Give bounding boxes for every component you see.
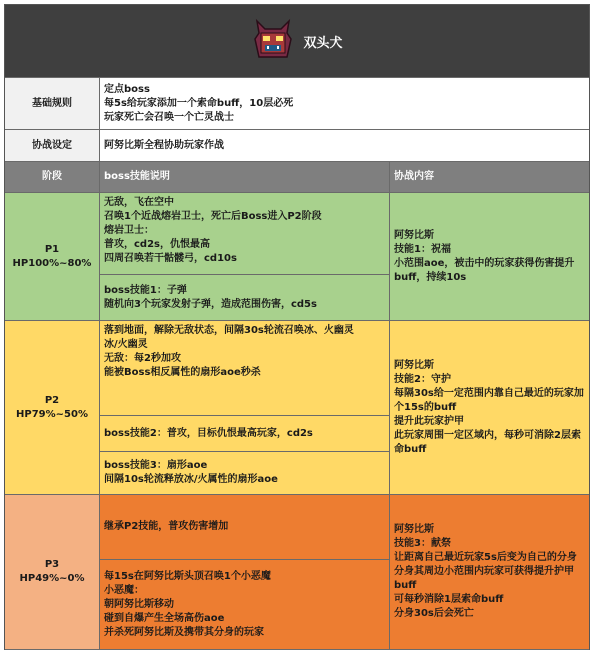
table-header [5, 162, 589, 193]
phase-label: P3 HP49%~0% [5, 495, 100, 650]
phase-skills [100, 193, 390, 321]
col-assist: 协战内容 [390, 162, 589, 193]
boss-design-sheet [4, 4, 590, 650]
phase-row-p2 [5, 321, 589, 495]
sheet-header [5, 5, 589, 78]
phase-label: P1 HP100%~80% [5, 193, 100, 321]
rules-row [5, 78, 589, 130]
rules-label: 基础规则 [5, 78, 100, 130]
demon-dog-mask-icon [251, 17, 295, 65]
phase-assist: 阿努比斯 技能3：献祭 让距离自己最近玩家5s后变为自己的分身 分身其周边小范围内玩家可获得提升护甲buff 可每秒消除1层索命buff 分身30s后会死亡 [390, 495, 589, 650]
col-boss-skill: boss技能说明 [100, 162, 390, 193]
phase-row-p1 [5, 193, 589, 321]
phase-label: P2 HP79%~50% [5, 321, 100, 495]
skill-block: 每15s在阿努比斯头顶召唤1个小恶魔 小恶魔： 朝阿努比斯移动 碰到自爆产生全场高伤aoe 并杀死阿努比斯及携带其分身的玩家 [104, 570, 271, 638]
skill-block: 无敌，飞在空中 召唤1个近战熔岩卫士，死亡后Boss进入P2阶段 熔岩卫士： 普攻，cd2s，仇恨最高 四周召唤若干骷髅弓，cd10s [100, 193, 390, 275]
rules-text: 定点boss 每5s给玩家添加一个索命buff，10层必死 玩家死亡会召唤一个亡灵战士 [100, 78, 589, 130]
phase-skills [100, 495, 390, 650]
skill-block: 落到地面，解除无敌状态，间隔30s轮流召唤冰、火幽灵 冰/火幽灵 无敌：每2秒加攻 能被Boss相反属性的扇形aoe秒杀 [100, 321, 390, 416]
skill-block: boss技能3：扇形aoe 间隔10s轮流释放冰/火属性的扇形aoe [104, 460, 278, 485]
boss-name-title: 双头犬 [303, 35, 343, 51]
assist-label: 协战设定 [5, 130, 100, 162]
col-phase: 阶段 [5, 162, 100, 193]
phase-assist: 阿努比斯 技能2：守护 每隔30s给一定范围内靠自己最近的玩家加个15s的buff 提升此玩家护甲 此玩家周围一定区域内，每秒可消除2层索命buff [390, 321, 589, 495]
assist-text: 阿努比斯全程协助玩家作战 [100, 130, 589, 162]
skill-block: boss技能2：普攻，目标仇恨最高玩家，cd2s [100, 416, 390, 452]
skill-block: 继承P2技能，普攻伤害增加 [100, 495, 390, 560]
phase-assist: 阿努比斯 技能1：祝福 小范围aoe，被击中的玩家获得伤害提升buff，持续10s [390, 193, 589, 321]
phase-row-p3 [5, 495, 589, 650]
skill-block: boss技能1：子弹 随机向3个玩家发射子弹，造成范围伤害，cd5s [104, 284, 317, 310]
assist-row [5, 130, 589, 162]
phase-skills [100, 321, 390, 495]
